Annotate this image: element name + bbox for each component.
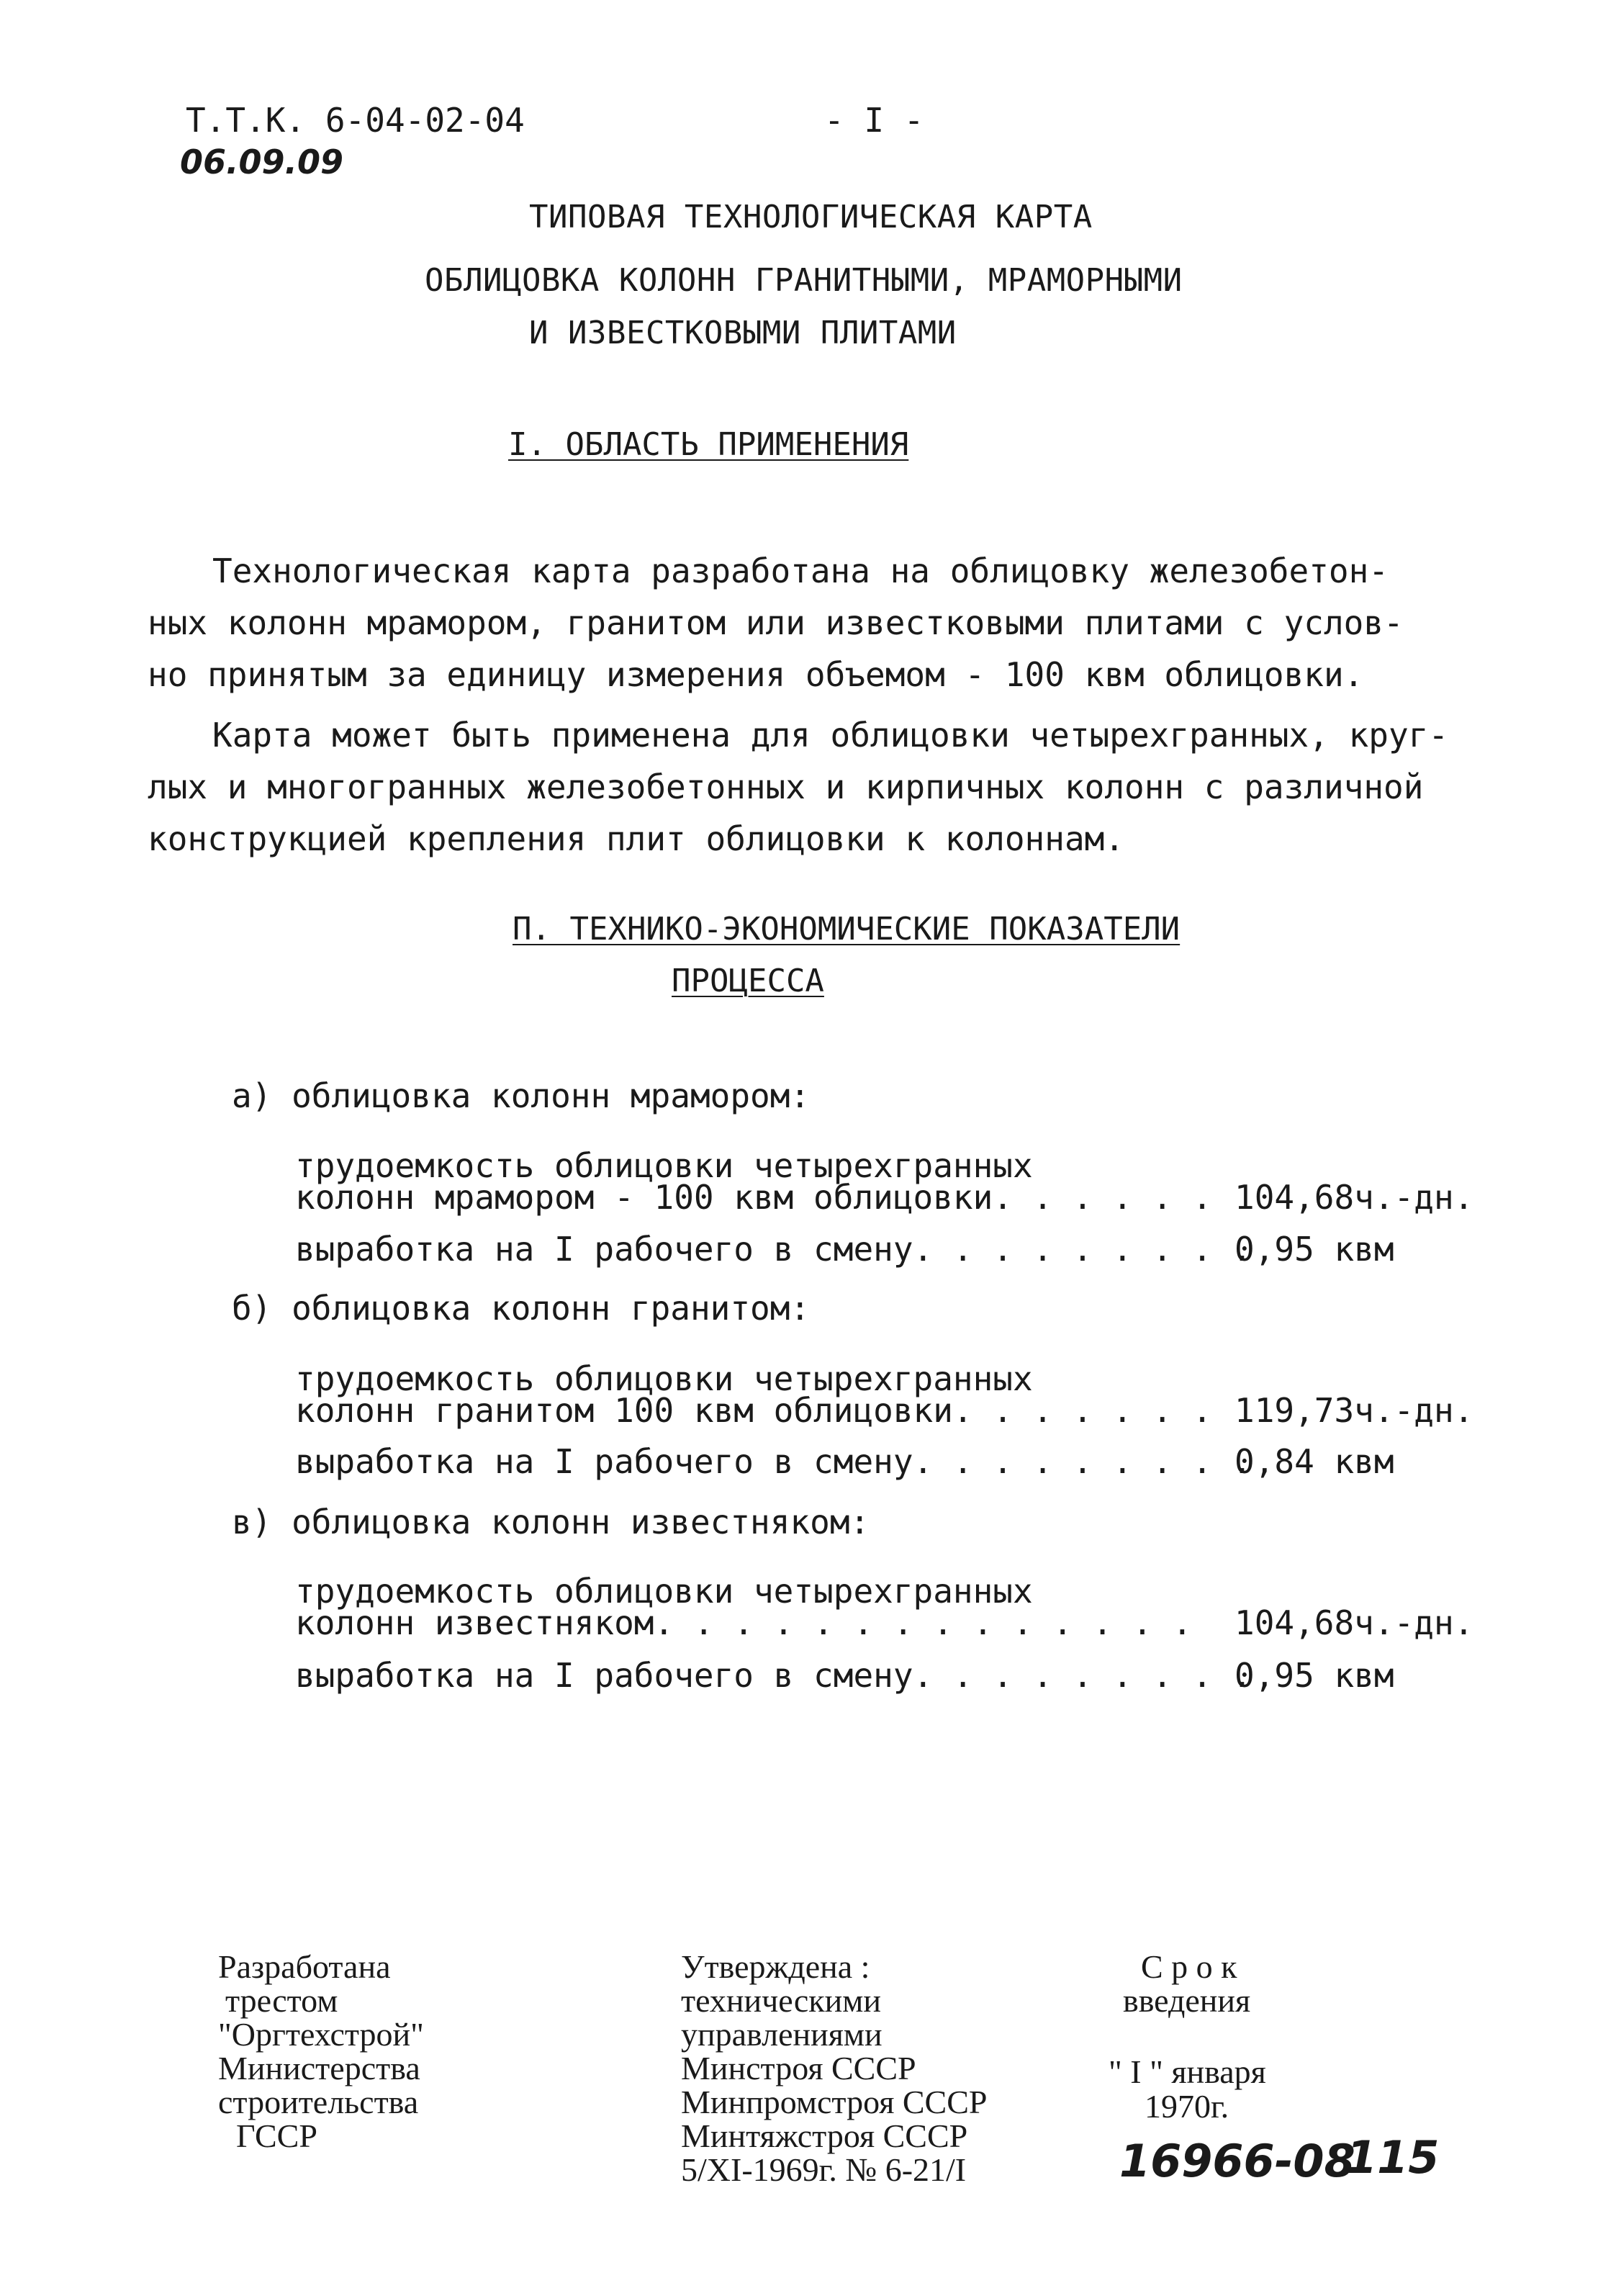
term-date-line-1: " I " января [1109, 2053, 1266, 2090]
item-c-labor-line-1: трудоемкость облицовки четырехгранных [295, 1572, 1033, 1611]
footer-line: введения [1123, 1982, 1251, 2019]
section-1-paragraph-2 [148, 709, 1448, 865]
archive-page-number: 115 [1346, 2131, 1440, 2184]
title-line-2: ОБЛИЦОВКА КОЛОНН ГРАНИТНЫМИ, МРАМОРНЫМИ [425, 262, 1183, 299]
item-c-output-line: выработка на I рабочего в смену. . . . . . . . . [295, 1656, 1252, 1695]
item-c-output-value: 0,95 квм [1234, 1656, 1394, 1695]
paragraph-line: Карта может быть применена для облицовки четырехгранных, круг- [212, 716, 1449, 755]
section-2-heading: П. ТЕХНИКО-ЭКОНОМИЧЕСКИЕ ПОКАЗАТЕЛИ [513, 911, 1181, 947]
footer-line: строительства [218, 2084, 419, 2120]
item-b-output-line: выработка на I рабочего в смену. . . . . . . . . [295, 1442, 1252, 1481]
term-block [1123, 1950, 1250, 2017]
footer-line: "Оргтехстрой" [218, 2016, 424, 2053]
footer-line: управлениями [681, 2016, 883, 2053]
document-code: Т.Т.К. 6-04-02-04 [186, 101, 525, 140]
item-a-label: а) облицовка колонн мрамором: [232, 1076, 811, 1115]
approval-number: 5/XI-1969г. № 6-21/I [681, 2151, 967, 2188]
item-a-labor-value: 104,68ч.-дн. [1234, 1178, 1474, 1217]
footer-line: С р о к [1141, 1948, 1237, 1985]
paragraph-line: Технологическая карта разработана на облицовку железобетон- [212, 552, 1389, 590]
paragraph-line: но принятым за единицу измерения объемом - 100 квм облицовки. [148, 655, 1364, 694]
footer-line: трестом [225, 1982, 338, 2019]
paragraph-line: конструкцией крепления плит облицовки к колоннам. [148, 819, 1125, 858]
handwritten-code: 06.09.09 [180, 143, 343, 181]
paragraph-line: ных колонн мрамором, гранитом или известковыми плитами с услов- [148, 603, 1404, 642]
approved-block [681, 1950, 987, 2187]
section-1-heading: I. ОБЛАСТЬ ПРИМЕНЕНИЯ [508, 426, 909, 463]
title-line-3: И ИЗВЕСТКОВЫМИ ПЛИТАМИ [529, 315, 957, 351]
footer-line: ГССР [236, 2117, 317, 2154]
page-number: - I - [824, 101, 924, 140]
section-1-paragraph-1 [148, 545, 1404, 701]
footer-line: Минтяжстроя СССР [681, 2117, 968, 2154]
item-a-output-value: 0,95 квм [1234, 1230, 1394, 1269]
term-date-line-2: 1970г. [1145, 2088, 1229, 2125]
item-c-labor-value: 104,68ч.-дн. [1234, 1603, 1474, 1642]
item-c-label: в) облицовка колонн известняком: [232, 1503, 870, 1541]
archive-number: 16966-08 [1119, 2135, 1355, 2187]
item-b-output-value: 0,84 квм [1234, 1442, 1394, 1481]
paragraph-line: лых и многогранных железобетонных и кирпичных колонн с различной [148, 767, 1424, 806]
footer-line: Разработана [218, 1948, 391, 1985]
item-a-output-line: выработка на I рабочего в смену. . . . . . . . . [295, 1230, 1252, 1269]
section-2-heading-cont: ПРОЦЕССА [672, 963, 824, 999]
item-a-labor-line-2: колонн мрамором - 100 квм облицовки. . . . . . [295, 1178, 1212, 1217]
developed-by-block [218, 1950, 424, 2153]
item-b-labor-line-2: колонн гранитом 100 квм облицовки. . . . . . . [295, 1391, 1212, 1430]
item-c-labor-line-2: колонн известняком. . . . . . . . . . . . . . [295, 1603, 1193, 1642]
item-a-labor-line-1: трудоемкость облицовки четырехгранных [295, 1146, 1033, 1185]
footer-line: техническими [681, 1982, 881, 2019]
footer-line: Министерства [218, 2050, 420, 2086]
item-b-label: б) облицовка колонн гранитом: [232, 1289, 811, 1328]
footer-line: Минстроя СССР [681, 2050, 916, 2086]
item-b-labor-value: 119,73ч.-дн. [1234, 1391, 1474, 1430]
footer-line: Утверждена : [681, 1948, 870, 1985]
item-b-labor-line-1: трудоемкость облицовки четырехгранных [295, 1359, 1033, 1398]
title-line-1: ТИПОВАЯ ТЕХНОЛОГИЧЕСКАЯ КАРТА [529, 199, 1093, 235]
footer-line: Минпромстроя СССР [681, 2084, 988, 2120]
